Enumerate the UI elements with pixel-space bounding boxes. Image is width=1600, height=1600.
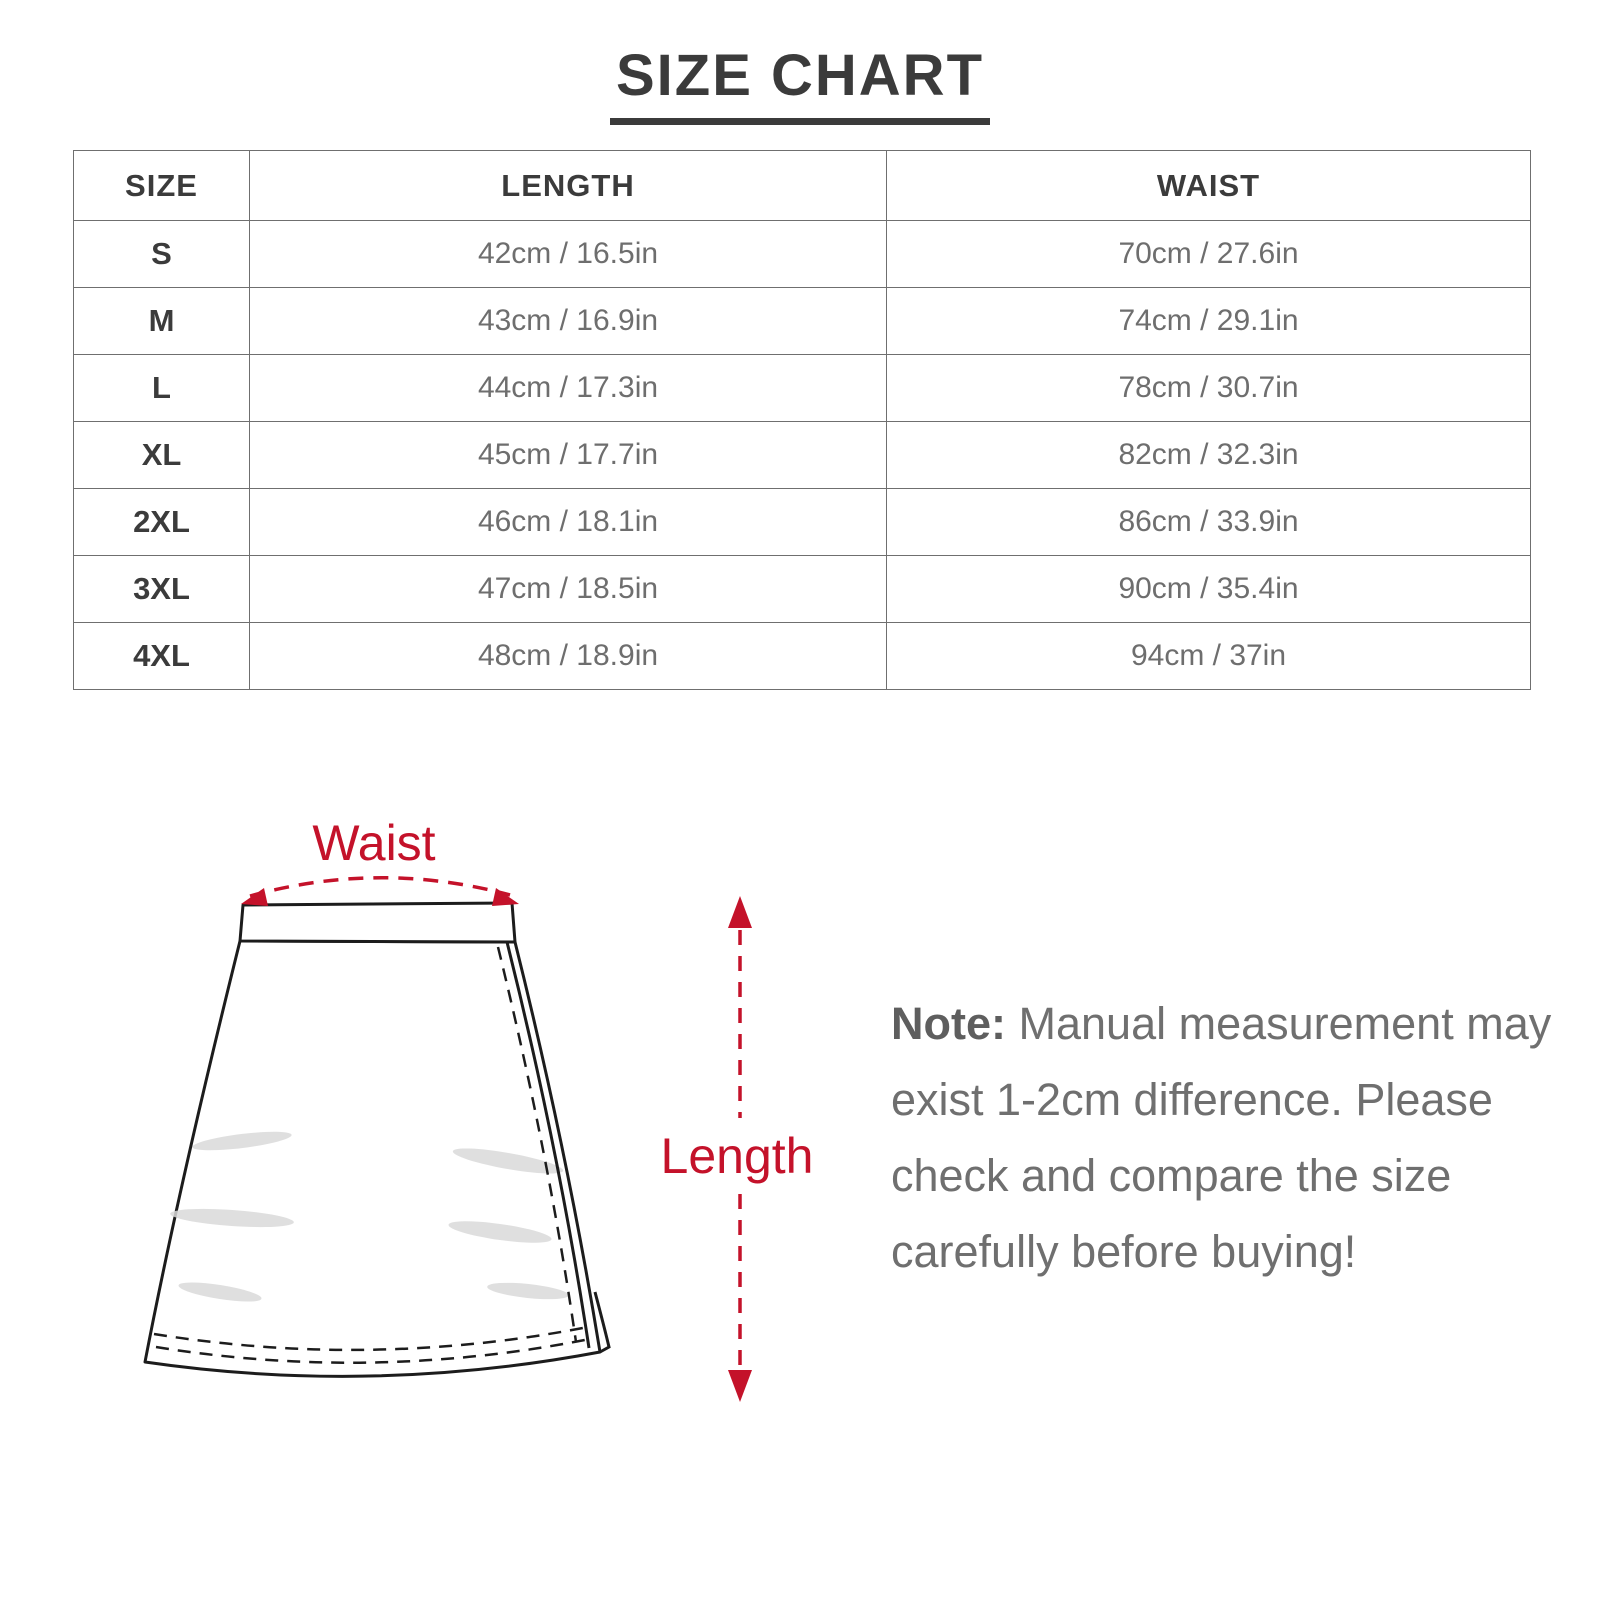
- length-cell: 43cm / 16.9in: [250, 288, 887, 355]
- length-cell: 47cm / 18.5in: [250, 556, 887, 623]
- table-row: [74, 489, 1531, 556]
- table-row: [74, 623, 1531, 690]
- waist-cell: 78cm / 30.7in: [887, 355, 1531, 422]
- waist-cell: 74cm / 29.1in: [887, 288, 1531, 355]
- length-cell: 48cm / 18.9in: [250, 623, 887, 690]
- table-header-row: [74, 151, 1531, 221]
- skirt-drawing: [145, 903, 609, 1376]
- length-label: Length: [660, 1128, 814, 1184]
- page-title: SIZE CHART: [610, 42, 990, 125]
- length-arrowhead-down-icon: [728, 1370, 752, 1402]
- size-cell: 2XL: [74, 489, 250, 556]
- size-cell: L: [74, 355, 250, 422]
- waistband: [240, 903, 515, 942]
- note-line: carefully before buying!: [891, 1226, 1357, 1277]
- length-cell: 45cm / 17.7in: [250, 422, 887, 489]
- waist-label: Waist: [312, 815, 436, 871]
- note-line: [891, 986, 1551, 1062]
- waist-arrowhead-left-icon: [241, 888, 268, 906]
- length-cell: 44cm / 17.3in: [250, 355, 887, 422]
- skirt-measurement-diagram: [100, 770, 880, 1410]
- table-row: [74, 556, 1531, 623]
- col-header-length: LENGTH: [250, 151, 887, 221]
- note-line: check and compare the size: [891, 1150, 1452, 1201]
- waist-cell: 82cm / 32.3in: [887, 422, 1531, 489]
- waist-arc-dashed-line: [250, 878, 510, 896]
- table-row: [74, 355, 1531, 422]
- waist-cell: 94cm / 37in: [887, 623, 1531, 690]
- note-line: exist 1-2cm difference. Please: [891, 1074, 1493, 1125]
- table-row: [74, 288, 1531, 355]
- waist-cell: 86cm / 33.9in: [887, 489, 1531, 556]
- table-row: [74, 221, 1531, 288]
- note-label: Note:: [891, 998, 1006, 1049]
- size-cell: 4XL: [74, 623, 250, 690]
- size-cell: XL: [74, 422, 250, 489]
- col-header-size: SIZE: [74, 151, 250, 221]
- table-row: [74, 422, 1531, 489]
- length-cell: 42cm / 16.5in: [250, 221, 887, 288]
- size-table: [73, 150, 1531, 690]
- size-cell: 3XL: [74, 556, 250, 623]
- waist-arrowhead-right-icon: [492, 888, 519, 906]
- waist-cell: 70cm / 27.6in: [887, 221, 1531, 288]
- col-header-waist: WAIST: [887, 151, 1531, 221]
- waist-cell: 90cm / 35.4in: [887, 556, 1531, 623]
- length-cell: 46cm / 18.1in: [250, 489, 887, 556]
- size-cell: M: [74, 288, 250, 355]
- length-arrowhead-up-icon: [728, 896, 752, 928]
- size-cell: S: [74, 221, 250, 288]
- note-line-text: Manual measurement may: [1018, 998, 1552, 1049]
- note-text: [891, 986, 1551, 1290]
